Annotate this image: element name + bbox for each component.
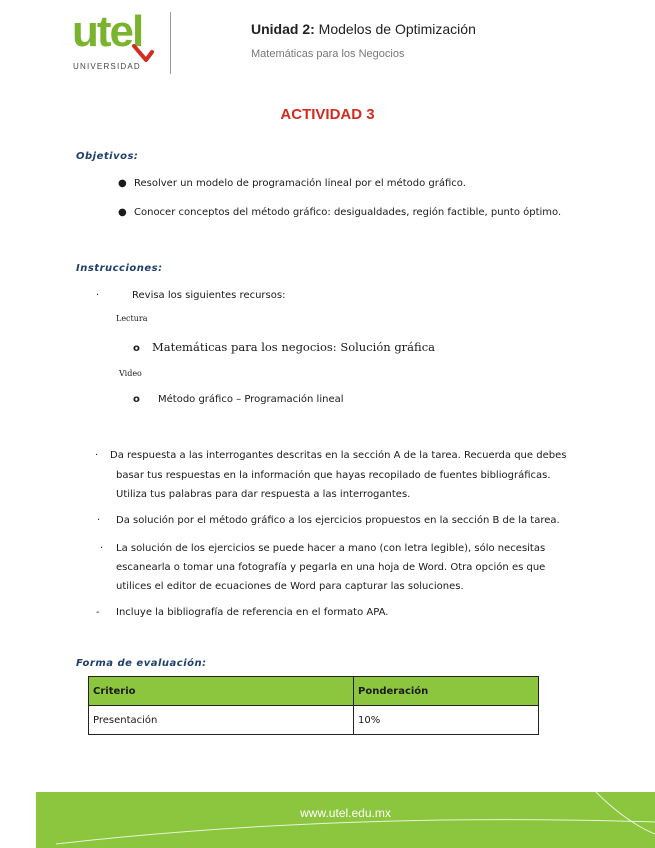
objective-item: Conocer conceptos del método gráfico: desigualdades, región factible, punto óptimo. xyxy=(134,207,562,218)
bullet-dot: · xyxy=(96,290,100,301)
task-marker: · xyxy=(100,543,104,554)
course-name: Matemáticas para los Negocios xyxy=(251,48,405,60)
objectives-heading: Objetivos: xyxy=(76,151,139,162)
reading-bullet: o xyxy=(133,343,140,354)
activity-title: ACTIVIDAD 3 xyxy=(280,106,375,123)
utel-logo xyxy=(72,7,162,74)
task-line: Da solución por el método gráfico a los ejercicios propuestos en la sección B de la tarea. xyxy=(116,515,560,526)
task-line: basar tus respuestas en la información que hayas recopilado de fuentes bibliográficas. xyxy=(116,470,551,481)
task-marker: - xyxy=(96,607,100,618)
footer-bar xyxy=(36,792,655,848)
task-marker: · xyxy=(97,515,101,526)
objective-bullet-1: ● xyxy=(118,178,127,189)
column-header-criterio: Criterio xyxy=(89,677,354,706)
resources-intro: Revisa los siguientes recursos: xyxy=(132,290,286,301)
logo-wordmark: utel xyxy=(72,7,143,56)
footer-url-link[interactable]: www.utel.edu.mx xyxy=(300,806,391,820)
objective-bullet-2: ● xyxy=(118,207,127,218)
column-header-ponderacion: Ponderación xyxy=(354,677,539,706)
logo-subtext: UNIVERSIDAD xyxy=(73,62,141,71)
evaluation-heading: Forma de evaluación: xyxy=(76,658,207,669)
task-line: La solución de los ejercicios se puede hacer a mano (con letra legible), sólo necesitas xyxy=(116,543,546,554)
video-label: Video xyxy=(119,369,142,378)
objective-item: Resolver un modelo de programación lineal por el método gráfico. xyxy=(134,178,466,189)
reading-label: Lectura xyxy=(116,314,148,323)
task-line: Incluye la bibliografía de referencia en el formato APA. xyxy=(116,607,389,618)
table-header-row xyxy=(89,677,539,706)
task-line: Utiliza tus palabras para dar respuesta a las interrogantes. xyxy=(116,489,411,500)
reading-link[interactable]: Matemáticas para los negocios: Solución gráfica xyxy=(152,340,436,354)
task-line: utilices el editor de ecuaciones de Word para capturar las soluciones. xyxy=(116,581,464,592)
header-divider xyxy=(170,12,171,74)
task-line: escanearla o tomar una fotografía y pegarla en una hoja de Word. Otra opción es que xyxy=(116,562,546,573)
table-cell: Presentación xyxy=(89,706,354,735)
table-row xyxy=(89,706,539,735)
video-bullet: o xyxy=(133,394,140,405)
video-link[interactable]: Método gráfico – Programación lineal xyxy=(158,394,344,405)
instructions-heading: Instrucciones: xyxy=(76,263,163,274)
unit-name: Modelos de Optimización xyxy=(314,21,476,37)
task-line: Da respuesta a las interrogantes descritas en la sección A de la tarea. Recuerda que debes xyxy=(110,450,567,461)
table-cell: 10% xyxy=(354,706,539,735)
evaluation-table xyxy=(88,676,539,735)
task-marker: · xyxy=(95,450,99,461)
unit-title xyxy=(251,21,476,37)
unit-label: Unidad 2: xyxy=(251,21,315,37)
footer-decoration xyxy=(36,792,655,848)
